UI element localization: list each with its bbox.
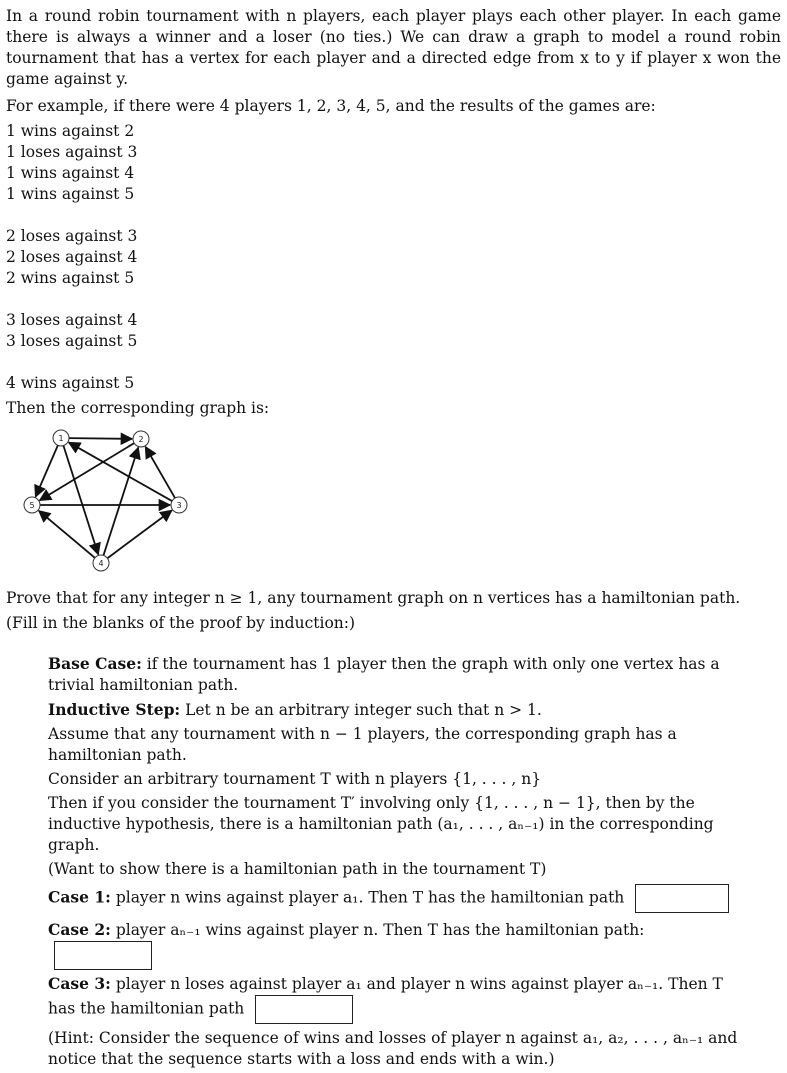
case-2-answer-box[interactable] bbox=[54, 941, 152, 970]
vertex-label-4: 4 bbox=[98, 559, 104, 568]
edge-4-3 bbox=[107, 510, 171, 558]
hint: (Hint: Consider the sequence of wins and losses of player n against a₁, a₂, . . . , aₙ₋₁ and notice that the sequence starts with a loss and ends with a win.) bbox=[48, 1029, 738, 1068]
problem-section bbox=[6, 588, 766, 634]
result-line: 1 wins against 5 bbox=[6, 185, 135, 203]
consider-line: Consider an arbitrary tournament T with n players {1, . . . , n} bbox=[48, 770, 542, 788]
case-1-answer-box[interactable] bbox=[635, 884, 729, 913]
proof-section bbox=[48, 653, 748, 1073]
inductive-step-label: Inductive Step: bbox=[48, 700, 181, 719]
case-2 bbox=[48, 919, 748, 970]
base-case bbox=[48, 653, 748, 696]
base-case-text: if the tournament has 1 player then the graph with only one vertex has a trivial hamiltonian path. bbox=[48, 655, 720, 694]
results-list bbox=[6, 121, 781, 394]
hypothesis-line: Then if you consider the tournament T′ involving only {1, . . . , n − 1}, then by the inductive hypothesis, there is a hamiltonian path (a₁, . . . , aₙ₋₁) in the corresponding graph. bbox=[48, 794, 714, 854]
case-1-label: Case 1: bbox=[48, 887, 111, 907]
example-intro: For example, if there were 4 players 1, 2, 3, 4, 5, and the results of the games are: bbox=[6, 97, 656, 115]
edge-1-5 bbox=[36, 445, 58, 496]
edge-1-4 bbox=[63, 446, 98, 555]
problem-statement: Prove that for any integer n ≥ 1, any tournament graph on n vertices has a hamiltonian path. bbox=[6, 589, 741, 607]
edge-3-2 bbox=[145, 447, 175, 498]
result-line: 2 loses against 3 bbox=[6, 227, 138, 245]
vertex-label-5: 5 bbox=[29, 501, 35, 510]
intro-paragraph: In a round robin tournament with n players, each player plays each other player. In each game there is always a winner and a loser (no ties.) We can draw a graph to model a round robin tournament that has a vertex for each player and a directed edge from x to y if player x won the game against y. bbox=[6, 7, 781, 88]
result-line: 3 loses against 5 bbox=[6, 332, 138, 350]
goal-line: (Want to show there is a hamiltonian path in the tournament T) bbox=[48, 860, 547, 878]
assumption: Assume that any tournament with n − 1 players, the corresponding graph has a hamiltonian path. bbox=[48, 725, 677, 764]
result-line: 2 loses against 4 bbox=[6, 248, 138, 266]
inductive-step-text: Let n be an arbitrary integer such that n > 1. bbox=[185, 701, 542, 719]
result-line: 1 wins against 4 bbox=[6, 164, 135, 182]
vertex-label-1: 1 bbox=[58, 434, 64, 443]
instruction: (Fill in the blanks of the proof by induction:) bbox=[6, 614, 356, 632]
case-2-label: Case 2: bbox=[48, 920, 111, 939]
graph-intro: Then the corresponding graph is: bbox=[6, 399, 270, 417]
inductive-step bbox=[48, 699, 748, 721]
result-line: 2 wins against 5 bbox=[6, 269, 135, 287]
vertex-label-2: 2 bbox=[138, 435, 144, 444]
case-3 bbox=[48, 973, 748, 1024]
result-line: 1 wins against 2 bbox=[6, 122, 135, 140]
case-1 bbox=[48, 884, 748, 913]
result-line: 1 loses against 3 bbox=[6, 143, 138, 161]
case-3-label: Case 3: bbox=[48, 974, 111, 993]
case-3-text: player n loses against player a₁ and player n wins against player aₙ₋₁. Then T has the hamiltonian path bbox=[48, 975, 723, 1018]
case-1-text: player n wins against player a₁. Then T has the hamiltonian path bbox=[115, 888, 625, 907]
document bbox=[6, 6, 781, 419]
graph-svg bbox=[20, 422, 195, 572]
result-line: 3 loses against 4 bbox=[6, 311, 138, 329]
result-line: 4 wins against 5 bbox=[6, 374, 135, 392]
base-case-label: Base Case: bbox=[48, 654, 142, 673]
edge-1-2 bbox=[69, 438, 132, 439]
case-2-text: player aₙ₋₁ wins against player n. Then T has the hamiltonian path: bbox=[115, 921, 645, 939]
tournament-graph bbox=[20, 422, 195, 572]
vertex-label-3: 3 bbox=[176, 501, 182, 510]
